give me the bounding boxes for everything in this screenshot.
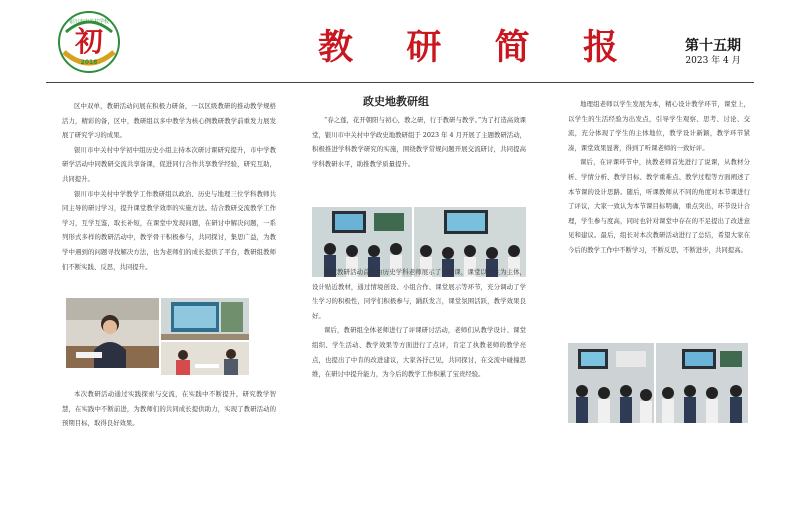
photo-teacher-speaking — [66, 298, 159, 368]
header-divider — [46, 82, 754, 83]
paragraph: “春之莲，花开朝阳与初心，教之研，行于教研与教学。”为了打造高效课堂，银川市中关村中学政史地教研组于 2023 年 4 月开展了主题教研活动，积极推进学科教学研究的实施，围绕教学常规问题开展交流研讨，共同提高学科教研水平，助推教学质量提升。 — [312, 116, 526, 168]
logo-year: 2018 — [80, 59, 98, 66]
masthead-char-1: 教 — [318, 27, 354, 68]
photo-classroom-4 — [656, 343, 748, 423]
masthead-title — [318, 20, 618, 70]
masthead-char-3: 简 — [494, 27, 530, 68]
photo-teachers-discussion — [161, 342, 249, 375]
paragraph: 区中双单，教研活动问展在积极力研备，一以区级教研的推动教学规格活力，精彩的备，区中，教研组以多中教学为核心例教研教学前重发力展发展了研究学习的成果。 — [62, 102, 276, 140]
column-2-bottom-text — [312, 265, 526, 382]
section-title: 政史地教研组 — [363, 95, 429, 108]
logo-school-name: 银川市中关村学校 — [68, 19, 110, 25]
column-1-bottom-text — [62, 387, 276, 431]
paragraph: 此次教研活动首先由历史学科老师展示了公开课，课堂以学生为主体，设计贴近教材，通过情境创设、小组合作、课堂展示等环节，充分调动了学生学习的积极性，同学们积极参与，踊跃发言，课堂氛围活跃，教学效果良好。 — [312, 268, 526, 320]
paragraph: 地理组老师以学生发展为本，精心设计教学环节，课堂上，以学生的生活经验为出发点，引导学生观察、思考、讨论、交流，充分体现了学生的主体地位，教学设计新颖，教学环节紧凑，课堂效果显著，得到了听课老师的一致好评。 — [568, 100, 750, 152]
column-3-text — [568, 97, 750, 258]
column-1-text — [62, 99, 276, 274]
paragraph: 银川市中关村中学教学工作教研组以政治、历史与地理三位学科教师共同主导的研讨学习，提升课堂教学效率的实施方法。结合教研交流教学工作学习，互学互鉴，取长补短，在课堂中发现问题，在研讨中解决问题，一系列形式多样的教研活动中，教学骨干积极参与，共同探讨，集思广益，为教学中遇到的问题寻找解决方法，也为老师们的成长提供了平台，教研组教师们不断实践、反思，共同提升。 — [62, 189, 276, 271]
logo-glyph: 初 — [74, 25, 104, 58]
school-logo — [56, 8, 122, 76]
photo-classroom-3 — [568, 343, 654, 423]
photo-screen-presentation — [161, 298, 249, 340]
issue-date: 2023 年 4 月 — [685, 56, 741, 66]
paragraph: 本次教研活动通过实践探索与交流，在实践中不断提升，研究教学智慧，在实践中不断前进，为教师们的共同成长提供助力，实现了教研活动的预期目标，取得良好效果。 — [62, 390, 276, 428]
paragraph: 银川市中关村中学初中组历史小组主持本次研讨课研究提升，市中学教研学活动中同教研交流共享备课，促进同行合作共享教学经验，研究互助，共同提升。 — [62, 145, 276, 183]
paragraph: 课后，教研组全体老师进行了评课研讨活动，老师们从教学设计、课堂组织、学生活动、教学效果等方面进行了点评，肯定了执教老师的教学亮点，也提出了中肯的改进建议，大家各抒己见，共同探讨，在交流中碰撞思维，在研讨中提升能力，为今后的教学工作积累了宝贵经验。 — [312, 326, 526, 379]
masthead-char-2: 研 — [406, 27, 442, 68]
column-2-text — [312, 113, 526, 171]
issue-number: 第十五期 — [685, 38, 741, 54]
paragraph: 课后，在评课环节中，执教老师首先进行了说课，从教材分析、学情分析、教学目标、教学重难点、教学过程等方面阐述了本节课的设计思路。随后，听课教师从不同的角度对本节课进行了评议，大家一致认为本节课目标明确，重点突出，环节设计合理，学生参与度高，同时也针对课堂中存在的不足提出了改进意见和建议。最后，组长对本次教研活动进行了总结，希望大家在今后的教学工作中不断学习，不断反思，不断进步，共同提高。 — [568, 158, 750, 254]
issue-info — [678, 38, 748, 70]
masthead-char-4: 报 — [582, 27, 618, 68]
